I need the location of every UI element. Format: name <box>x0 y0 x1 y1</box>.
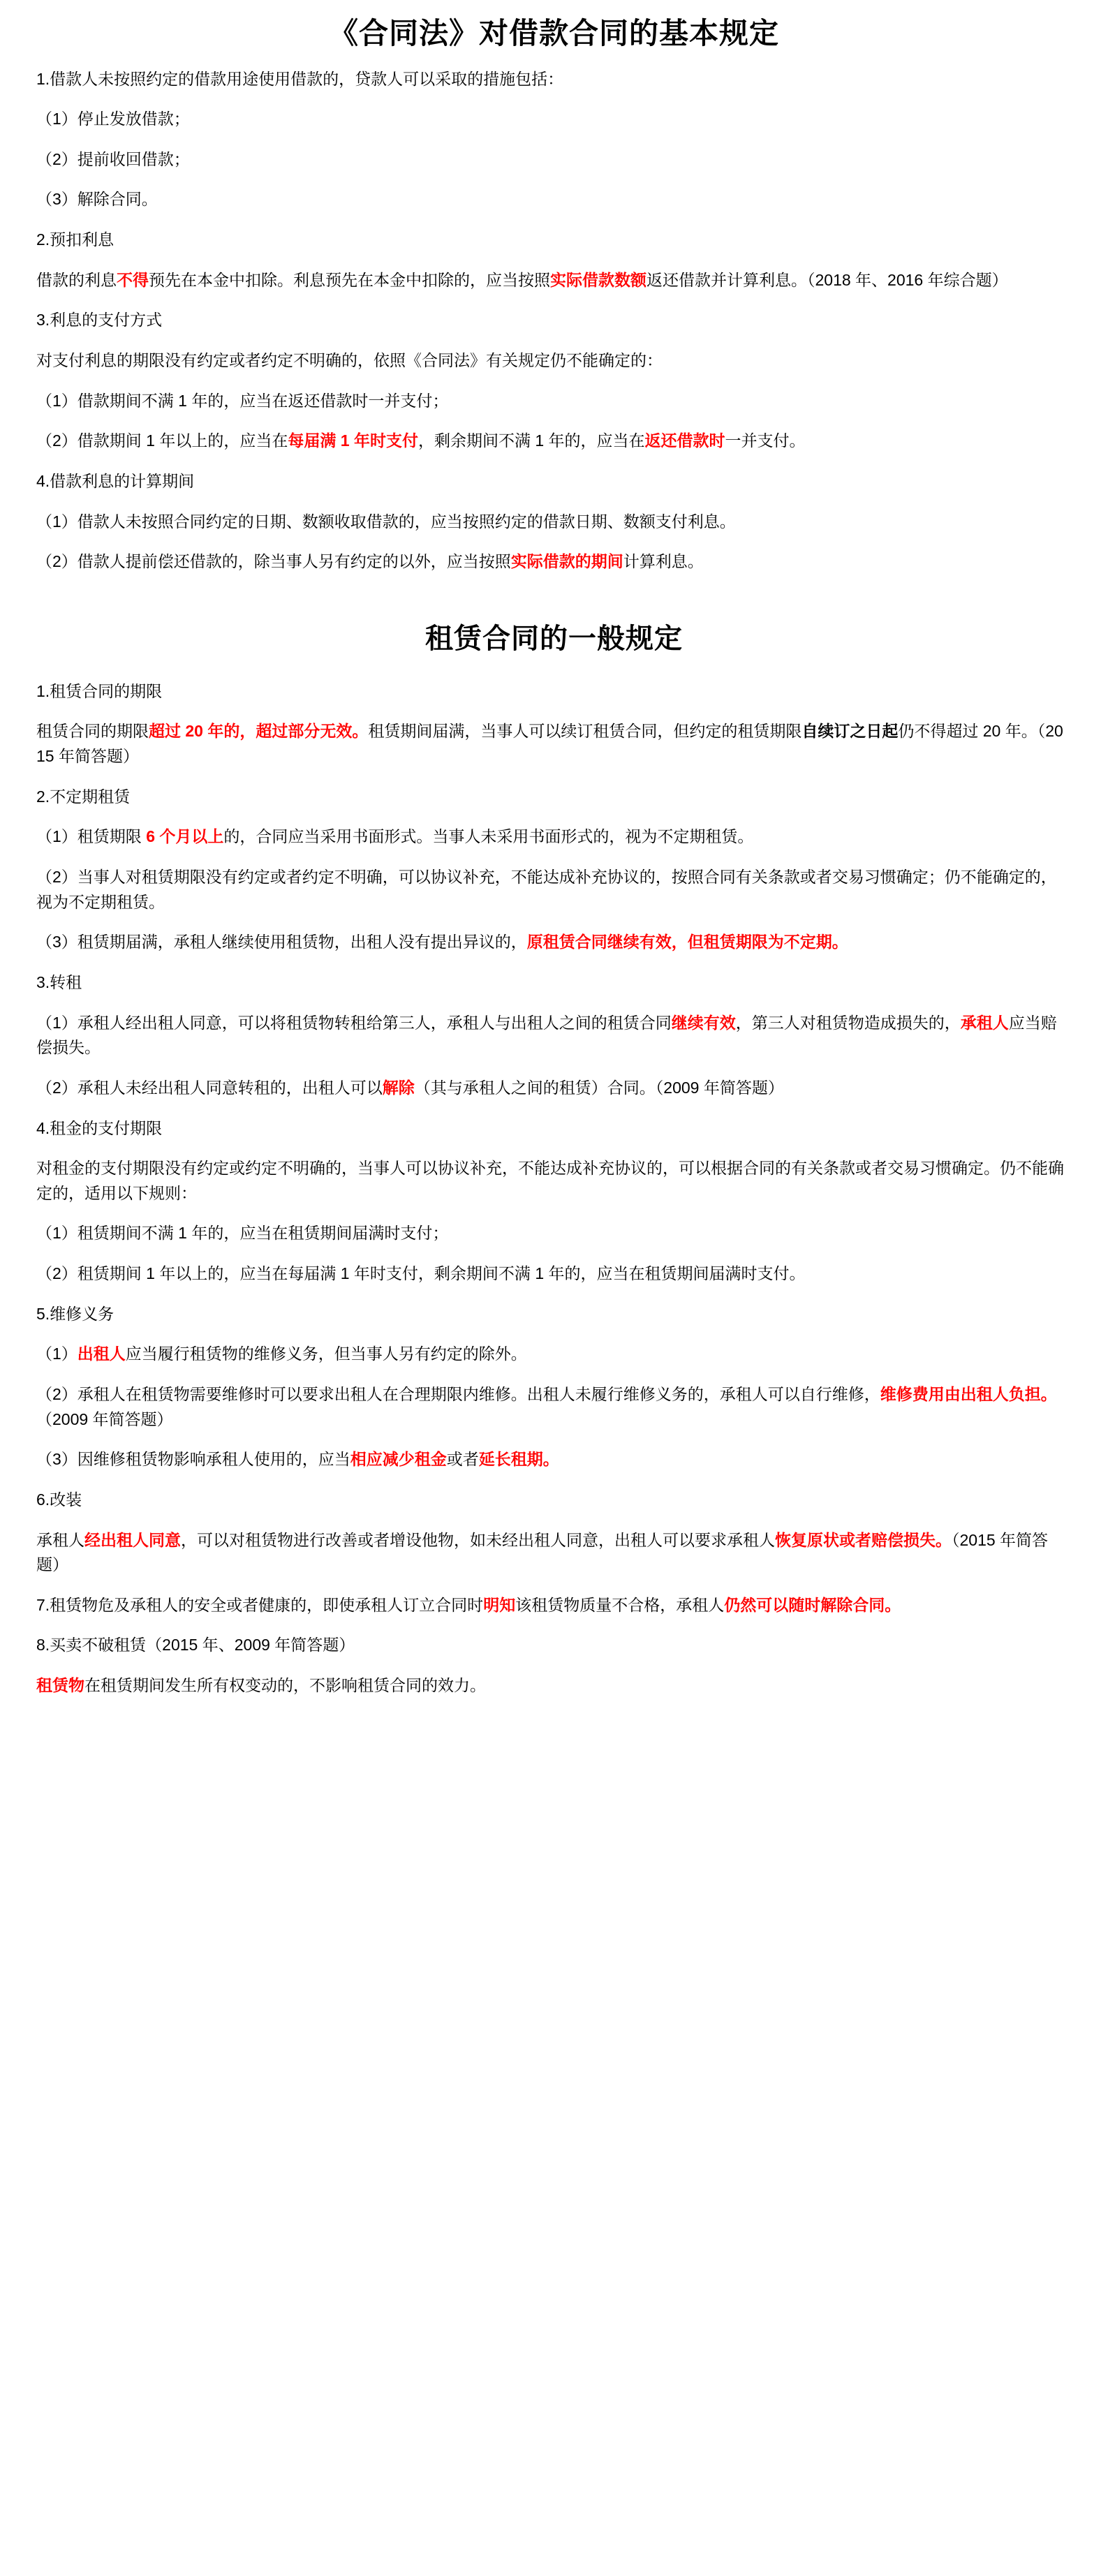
paragraph-s2-item3-head <box>36 963 1072 1003</box>
body-text: 或者 <box>446 1450 479 1469</box>
body-text: 计算利息。 <box>623 552 704 571</box>
body-text: 应当赔偿损失。 <box>36 1013 1057 1057</box>
paragraph-s1-item1-2 <box>36 140 1072 180</box>
highlighted-text: 恢复原状或者赔偿损失。 <box>775 1530 952 1549</box>
body-text: （1）租赁期限 <box>36 827 147 846</box>
paragraph-s2-item2-head <box>36 777 1072 817</box>
highlighted-text: 出租人 <box>77 1345 126 1363</box>
body-text: 该租赁物质量不合格，承租人 <box>515 1595 725 1614</box>
highlighted-text: 继续有效 <box>671 1013 736 1032</box>
paragraph-s2-item2-1 <box>36 817 1072 857</box>
paragraph-s1-item4-1 <box>36 502 1072 542</box>
body-text: 对支付利息的期限没有约定或者约定不明确的，依照《合同法》有关规定仍不能确定的： <box>36 350 663 369</box>
body-text: 在租赁期间发生所有权变动的，不影响租赁合同的效力。 <box>84 1676 486 1695</box>
body-text: （1）借款期间不满 1 年的，应当在返还借款时一并支付； <box>36 391 449 410</box>
paragraph-s2-item1-head <box>36 672 1072 712</box>
section-lease-contract-body <box>36 672 1072 1706</box>
body-text: 租赁期间届满，当事人可以续订租赁合同，但约定的租赁期限 <box>368 722 802 741</box>
body-text: 1.借款人未按照约定的借款用途使用借款的，贷款人可以采取的措施包括： <box>36 69 564 88</box>
paragraph-s2-item6-body <box>36 1520 1072 1585</box>
paragraph-s1-item2-body <box>36 260 1072 301</box>
highlighted-text: 维修费用由出租人负担。 <box>880 1385 1057 1403</box>
paragraph-s1-item3-body <box>36 341 1072 381</box>
body-text: 7.租赁物危及承租人的安全或者健康的，即使承租人订立合同时 <box>36 1595 484 1614</box>
body-text: 对租金的支付期限没有约定或约定不明确的，当事人可以协议补充，不能达成补充协议的，可以根据合同的有关条款或者交易习惯确定。仍不能确定的，适用以下规则： <box>36 1159 1064 1202</box>
paragraph-s2-item4-1 <box>36 1213 1072 1254</box>
paragraph-s2-item2-3 <box>36 922 1072 963</box>
paragraph-s2-item3-1 <box>36 1003 1072 1068</box>
body-text: 3.转租 <box>36 972 82 991</box>
body-text: （1） <box>36 1345 77 1363</box>
highlighted-text: 不得 <box>117 270 149 289</box>
page-title-lease-contract: 租赁合同的一般规定 <box>425 623 683 654</box>
paragraph-s1-item3-1 <box>36 381 1072 422</box>
body-text: ，可以对租赁物进行改善或者增设他物，如未经出租人同意，出租人可以要求承租人 <box>181 1530 775 1549</box>
body-text: （1）承租人经出租人同意，可以将租赁物转租给第三人，承租人与出租人之间的租赁合同 <box>36 1013 672 1032</box>
highlighted-text: 实际借款的期间 <box>510 552 623 571</box>
body-text: （2）借款期间 1 年以上的，应当在 <box>36 431 288 450</box>
paragraph-s1-item4-2 <box>36 542 1072 582</box>
body-text: ，第三人对租赁物造成损失的， <box>735 1013 961 1032</box>
highlighted-text: 6 个月以上 <box>146 827 224 846</box>
highlighted-text: 明知 <box>483 1595 516 1614</box>
paragraph-s2-item6-head <box>36 1480 1072 1520</box>
paragraph-s2-item4-body <box>36 1148 1072 1213</box>
highlighted-text: 每届满 1 年时支付 <box>288 431 418 450</box>
highlighted-text: 承租人 <box>960 1013 1009 1032</box>
paragraph-s1-item1-1 <box>36 99 1072 140</box>
section-contract-law-body <box>36 59 1072 582</box>
body-text: 应当履行租赁物的维修义务，但当事人另有约定的除外。 <box>125 1345 527 1363</box>
body-text: 4.租金的支付期限 <box>36 1118 163 1137</box>
body-text: 5.维修义务 <box>36 1304 115 1323</box>
paragraph-s2-item5-2 <box>36 1375 1072 1439</box>
body-text: （2）承租人在租赁物需要维修时可以要求出租人在合理期限内维修。出租人未履行维修义务的，承租人可以自行维修， <box>36 1385 880 1403</box>
body-text: 8.买卖不破租赁（2015 年、2009 年简答题） <box>36 1636 355 1655</box>
highlighted-text: 解除 <box>382 1078 415 1097</box>
paragraph-s2-item2-2 <box>36 857 1072 922</box>
paragraph-s2-item8-head <box>36 1625 1072 1666</box>
body-text: （3）因维修租赁物影响承租人使用的，应当 <box>36 1450 350 1469</box>
paragraph-s2-item5-3 <box>36 1439 1072 1480</box>
body-text: 的，合同应当采用书面形式。当事人未采用书面形式的，视为不定期租赁。 <box>223 827 754 846</box>
body-text: 2.预扣利息 <box>36 230 115 249</box>
body-text: 2.不定期租赁 <box>36 787 131 806</box>
paragraph-s2-item5-1 <box>36 1334 1072 1375</box>
paragraph-s2-item5-head <box>36 1294 1072 1335</box>
page-title-contract-law: 《合同法》对借款合同的基本规定 <box>328 17 779 50</box>
body-text: ，剩余期间不满 1 年的，应当在 <box>418 431 645 450</box>
highlighted-text: 延长租期。 <box>478 1450 559 1469</box>
highlighted-text: 超过 20 年的，超过部分无效。 <box>149 722 369 741</box>
paragraph-s1-item3-2 <box>36 421 1072 461</box>
body-text: 预先在本金中扣除。利息预先在本金中扣除的，应当按照 <box>149 270 550 289</box>
highlighted-text: 仍然可以随时解除合同。 <box>724 1595 901 1614</box>
paragraph-s1-item1 <box>36 59 1072 100</box>
paragraph-s1-item4-head <box>36 461 1072 502</box>
highlighted-text: 租赁物 <box>36 1676 84 1695</box>
body-text: （2）提前收回借款； <box>36 149 190 168</box>
body-text: 返还借款并计算利息。（2018 年、2016 年综合题） <box>647 270 1008 289</box>
emphasized-text: 自续订之日起 <box>802 722 899 741</box>
paragraph-s2-item7 <box>36 1585 1072 1626</box>
body-text: （3）租赁期届满，承租人继续使用租赁物，出租人没有提出异议的， <box>36 933 527 952</box>
body-text: 3.利息的支付方式 <box>36 311 163 330</box>
body-text: 一并支付。 <box>725 431 806 450</box>
paragraph-s1-item2-head <box>36 220 1072 260</box>
body-text: （2）借款人提前偿还借款的，除当事人另有约定的以外，应当按照 <box>36 552 511 571</box>
highlighted-text: 相应减少租金 <box>350 1450 447 1469</box>
body-text: （2）租赁期间 1 年以上的，应当在每届满 1 年时支付，剩余期间不满 1 年的，应当在租赁期间届满时支付。 <box>36 1264 806 1283</box>
body-text: 租赁合同的期限 <box>36 722 149 741</box>
body-text: 借款的利息 <box>36 270 117 289</box>
body-text: 4.借款利息的计算期间 <box>36 471 195 490</box>
highlighted-text: 返还借款时 <box>644 431 725 450</box>
body-text: （2015 年简答题） <box>36 1530 1049 1574</box>
paragraph-s2-item4-head <box>36 1109 1072 1149</box>
body-text: 6.改装 <box>36 1490 82 1509</box>
paragraph-s2-item8-body <box>36 1666 1072 1706</box>
body-text: （2）承租人未经出租人同意转租的，出租人可以 <box>36 1078 383 1097</box>
paragraph-s2-item3-2 <box>36 1068 1072 1109</box>
body-text: （其与承租人之间的租赁）合同。（2009 年简答题） <box>414 1078 784 1097</box>
highlighted-text: 经出租人同意 <box>84 1530 181 1549</box>
body-text: （3）解除合同。 <box>36 190 158 209</box>
paragraph-s1-item1-3 <box>36 179 1072 220</box>
body-text: 1.租赁合同的期限 <box>36 681 163 700</box>
paragraph-s1-item3-head <box>36 300 1072 341</box>
body-text: 承租人 <box>36 1530 84 1549</box>
highlighted-text: 原租赁合同继续有效，但租赁期限为不定期。 <box>526 933 848 952</box>
paragraph-s2-item4-2 <box>36 1254 1072 1294</box>
body-text: （1）停止发放借款； <box>36 110 190 128</box>
highlighted-text: 实际借款数额 <box>550 270 647 289</box>
body-text: 仍不得超过 20 年。（2015 年简答题） <box>36 722 1063 766</box>
paragraph-s2-item1-body <box>36 711 1072 776</box>
body-text: （1）借款人未按照合同约定的日期、数额收取借款的，应当按照约定的借款日期、数额支付利息。 <box>36 512 736 531</box>
body-text: （1）租赁期间不满 1 年的，应当在租赁期间届满时支付； <box>36 1224 449 1243</box>
body-text: （2）当事人对租赁期限没有约定或者约定不明确，可以协议补充，不能达成补充协议的，按照合同有关条款或者交易习惯确定；仍不能确定的，视为不定期租赁。 <box>36 868 1057 911</box>
body-text: （2009 年简答题） <box>36 1409 173 1428</box>
